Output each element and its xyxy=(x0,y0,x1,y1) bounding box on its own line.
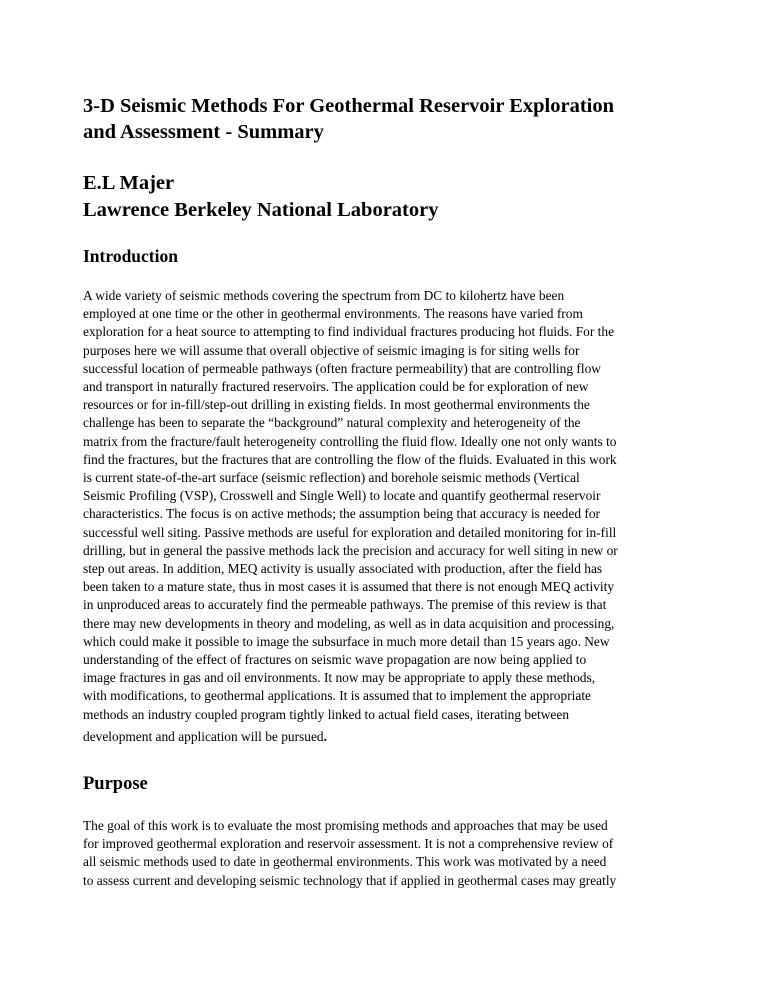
paragraph-line: resources or for in-fill/step-out drilling in existing fields. In most geothermal environments the xyxy=(83,397,590,413)
paragraph-line: Seismic Profiling (VSP), Crosswell and Single Well) to locate and quantify geothermal reservoir xyxy=(83,488,601,504)
paragraph-line: is current state-of-the-art surface (seismic reflection) and borehole seismic methods (Vertical xyxy=(83,470,580,486)
paragraph-line: understanding of the effect of fractures on seismic wave propagation are now being applied to xyxy=(83,652,587,668)
document-title xyxy=(83,93,687,145)
paragraph-line: drilling, but in general the passive methods lack the precision and accuracy for well siting in new or xyxy=(83,542,618,558)
paragraph-line: methods an industry coupled program tightly linked to actual field cases, iterating between xyxy=(83,706,570,722)
author-affiliation: Lawrence Berkeley National Laboratory xyxy=(83,199,439,221)
title-line-2: and Assessment - Summary xyxy=(83,121,324,143)
paragraph-line: The goal of this work is to evaluate the most promising methods and approaches that may be used xyxy=(83,818,608,833)
paragraph-line: successful well siting. Passive methods are useful for exploration and detailed monitoring for in-fill xyxy=(83,524,617,540)
paragraph-line: find the fractures, but the fractures that are controlling the flow of the fluids. Evaluated in this work xyxy=(83,451,617,467)
paragraph-line: all seismic methods used to date in geothermal environments. This work was motivated by a need xyxy=(83,854,607,870)
purpose-paragraph xyxy=(83,817,693,890)
author-name: E.L Majer xyxy=(83,172,175,194)
paragraph-line: with modifications, to geothermal applications. It is assumed that to implement the appropriate xyxy=(83,688,591,704)
paragraph-line: A wide variety of seismic methods covering the spectrum from DC to kilohertz have been xyxy=(83,288,565,303)
paragraph-line: matrix from the fracture/fault heterogeneity controlling the fluid flow. Ideally one not only wants to xyxy=(83,433,617,449)
paragraph-line: for improved geothermal exploration and reservoir assessment. It is not a comprehensive review of xyxy=(83,836,614,852)
paragraph-last-line xyxy=(83,728,693,746)
author-block xyxy=(83,170,438,224)
paragraph-line: step out areas. In addition, MEQ activity is usually associated with production, after the field has xyxy=(83,561,603,577)
paragraph-line: to assess current and developing seismic technology that if applied in geothermal cases may greatly xyxy=(83,872,617,888)
paragraph-line: been taken to a mature state, thus in most cases it is assumed that there is not enough MEQ activity xyxy=(83,579,615,595)
title-line-1: 3-D Seismic Methods For Geothermal Reservoir Exploration xyxy=(83,95,615,117)
paragraph-line: in unproduced areas to accurately find the permeable pathways. The premise of this review is that xyxy=(83,597,607,613)
paragraph-line: employed at one time or the other in geothermal environments. The reasons have varied from xyxy=(83,306,583,322)
paragraph-line: successful location of permeable pathways (often fracture permeability) that are controlling flow xyxy=(83,360,601,376)
purpose-heading: Purpose xyxy=(83,774,148,794)
paragraph-line: challenge has been to separate the “background” natural complexity and heterogeneity of the xyxy=(83,415,581,431)
paragraph-line: purposes here we will assume that overall objective of seismic imaging is for siting wells for xyxy=(83,342,580,358)
last-line-period: . xyxy=(323,728,327,744)
paragraph-line: image fractures in gas and oil environments. It now may be appropriate to apply these methods, xyxy=(83,670,596,686)
last-line-text: development and application will be pursued xyxy=(83,728,324,744)
introduction-heading: Introduction xyxy=(83,246,178,266)
paragraph-line: there may new developments in theory and modeling, as well as in data acquisition and processing, xyxy=(83,615,615,631)
paragraph-line: characteristics. The focus is on active methods; the assumption being that accuracy is needed for xyxy=(83,506,600,522)
paragraph-line: and transport in naturally fractured reservoirs. The application could be for exploration of new xyxy=(83,379,589,395)
paragraph-line: which could make it possible to image the subsurface in much more detail than 15 years ago. New xyxy=(83,633,610,649)
introduction-paragraph xyxy=(83,287,693,746)
paragraph-line: exploration for a heat source to attempting to find individual fractures producing hot fluids. For the xyxy=(83,324,615,340)
